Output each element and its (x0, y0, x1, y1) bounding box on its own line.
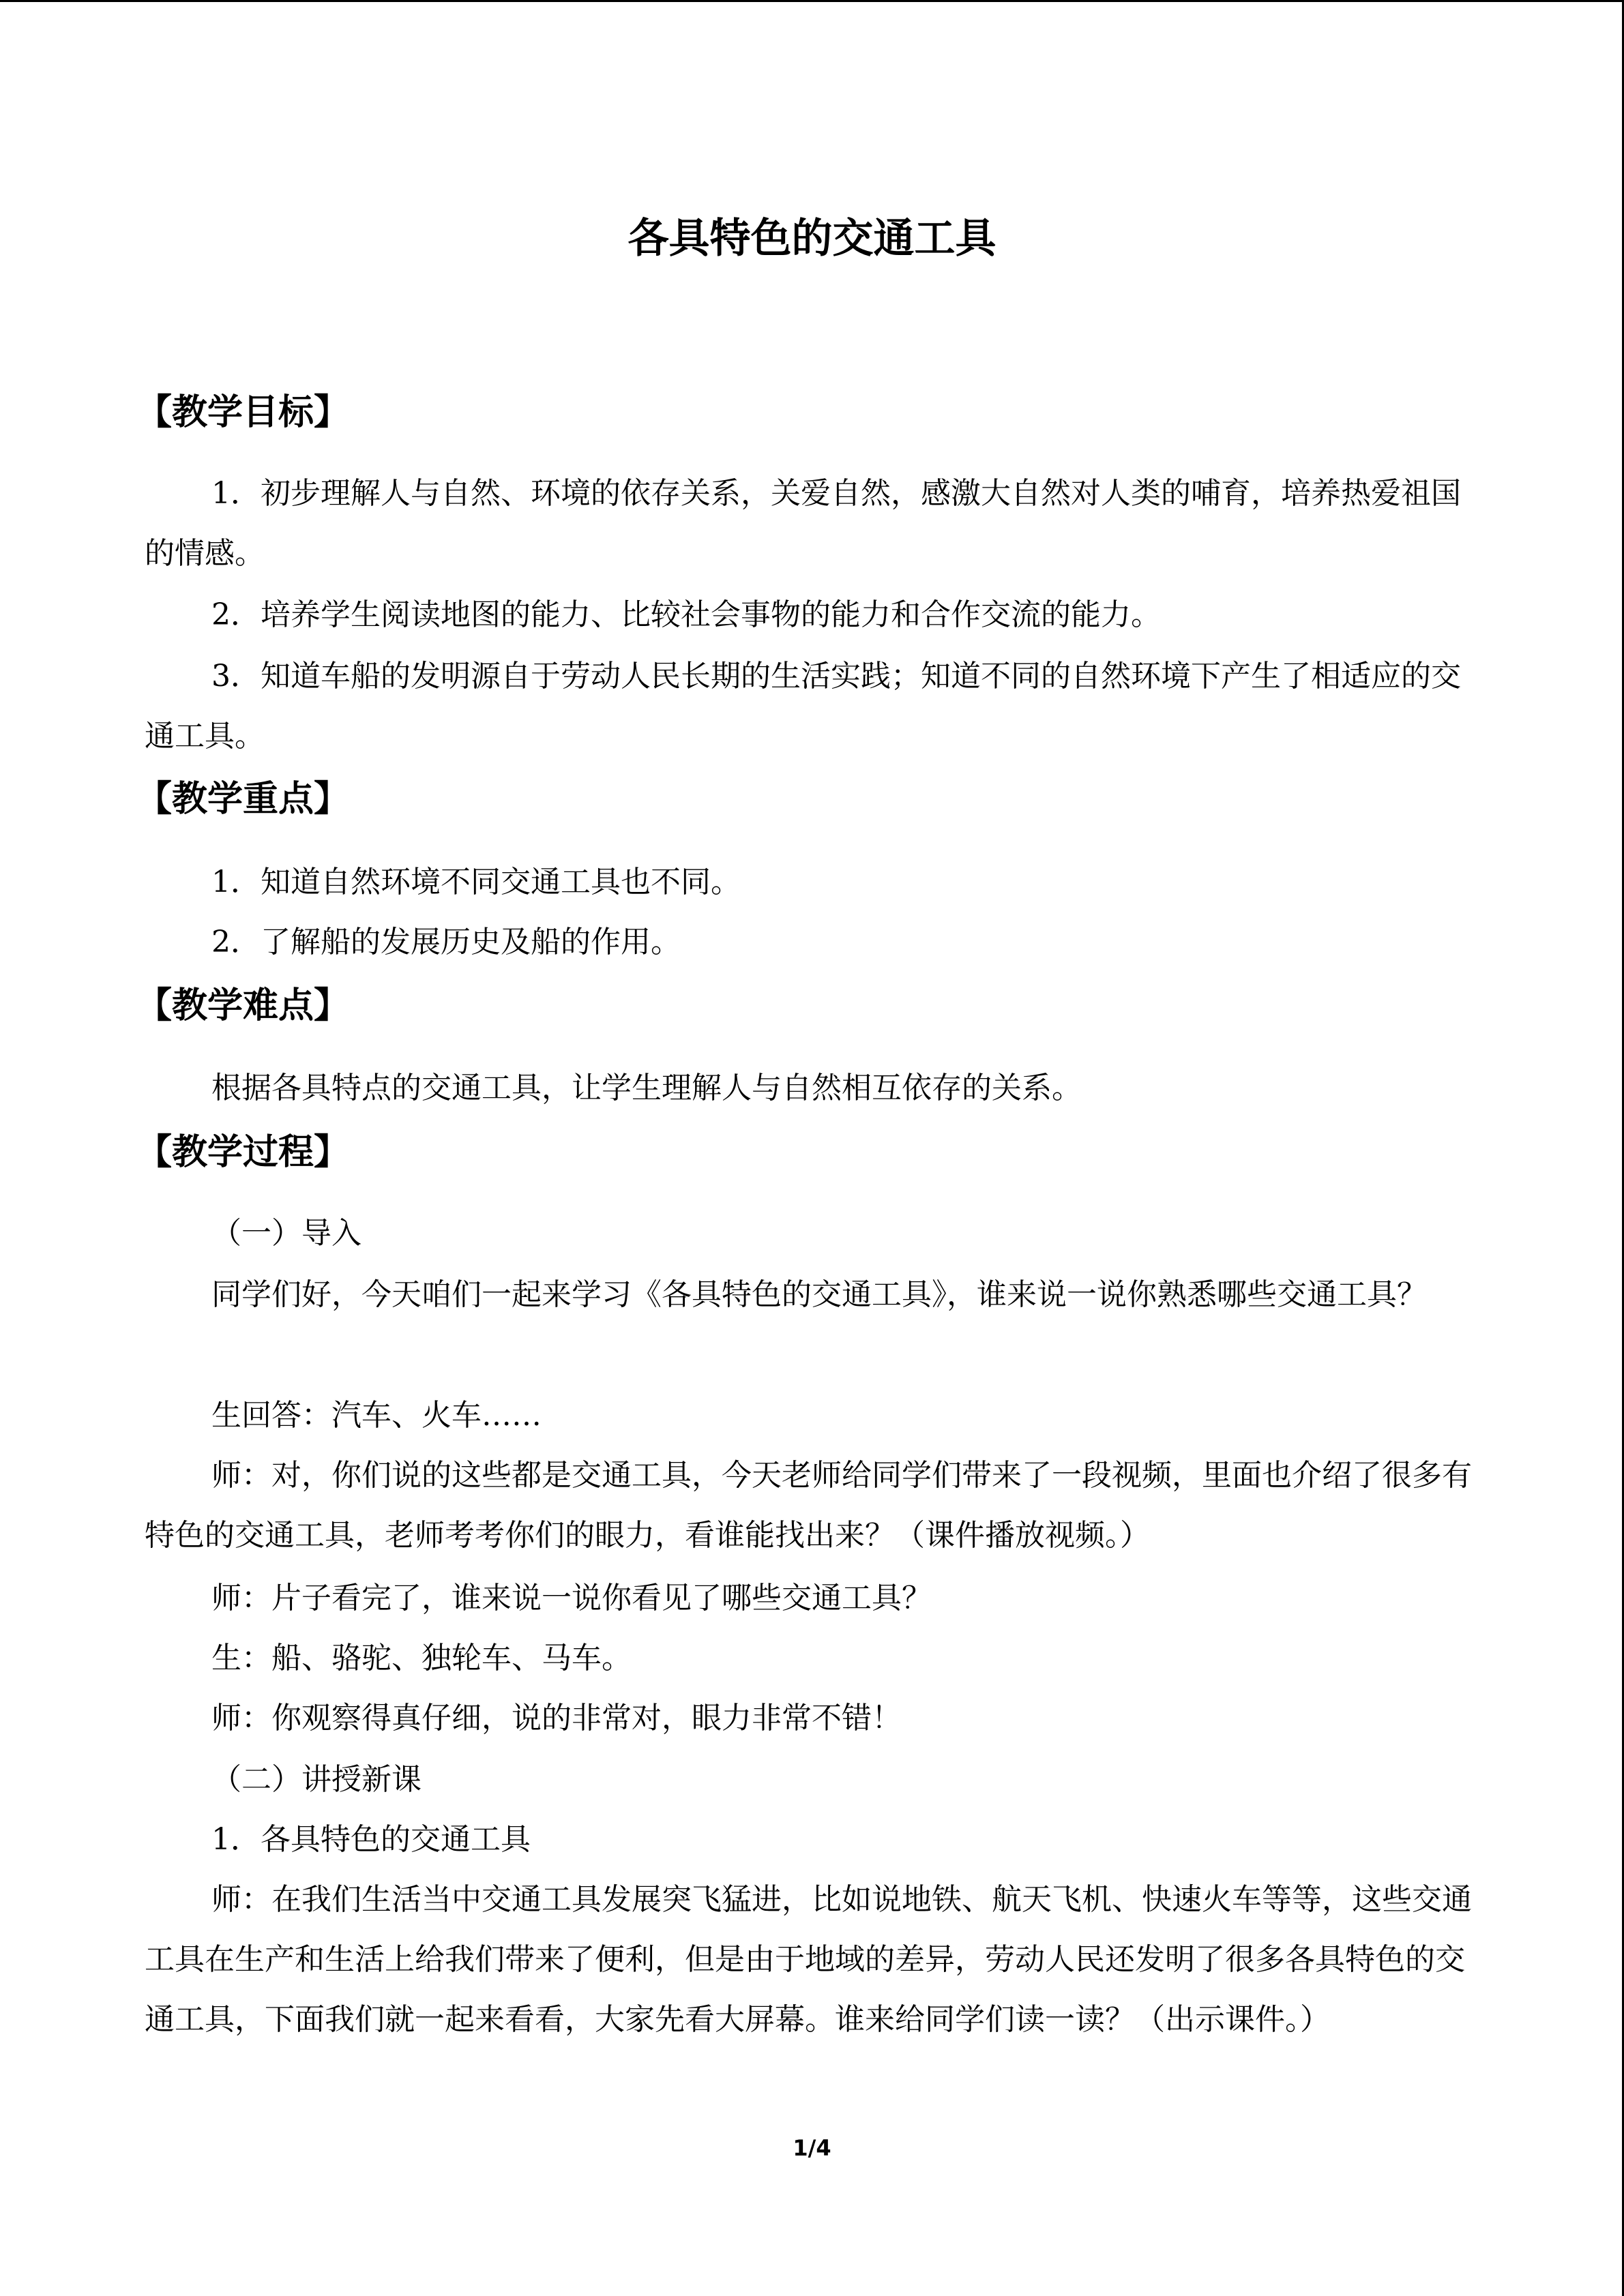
process-paragraph: 师：片子看完了，谁来说一说你看见了哪些交通工具？ (211, 1581, 932, 1615)
goal-item-3: 3．知道车船的发明源自于劳动人民长期的生活实践；知道不同的自然环境下产生了相适应的交通工具。 (145, 659, 1461, 754)
process-subheading-new-lesson: （二）讲授新课 (211, 1762, 422, 1797)
process-paragraph: 同学们好，今天咱们一起来学习《各具特色的交通工具》，谁来说一说你熟悉哪些交通工具？ (211, 1277, 1427, 1312)
difficulty-item-1: 根据各具特点的交通工具，让学生理解人与自然相互依存的关系。 (211, 1071, 1082, 1105)
page-indicator: 1/4 (793, 2135, 831, 2161)
key-point-item-2: 2．了解船的发展历史及船的作用。 (211, 925, 681, 959)
heading-process: 【教学过程】 (136, 1132, 350, 1173)
heading-difficulties: 【教学难点】 (136, 985, 350, 1026)
process-paragraph: 师：你观察得真仔细，说的非常对，眼力非常不错！ (211, 1701, 902, 1735)
process-paragraph: 师：对，你们说的这些都是交通工具，今天老师给同学们带来了一段视频，里面也介绍了很多有特色的交通工具，老师考考你们的眼力，看谁能找出来？（课件播放视频。） (145, 1458, 1472, 1553)
process-paragraph: 生回答：汽车、火车…… (211, 1398, 542, 1433)
process-paragraph: 师：在我们生活当中交通工具发展突飞猛进，比如说地铁、航天飞机、快速火车等等，这些交通工具在生产和生活上给我们带来了便利，但是由于地域的差异，劳动人民还发明了很多各具特色的交通工具，下面我们就一起来看看，大家先看大屏幕。谁来给同学们读一读？（出示课件。） (145, 1882, 1472, 2037)
process-paragraph: 生：船、骆驼、独轮车、马车。 (211, 1641, 632, 1675)
heading-key-points: 【教学重点】 (136, 779, 350, 820)
process-subheading-intro: （一）导入 (211, 1216, 361, 1251)
heading-goals: 【教学目标】 (136, 392, 350, 433)
page-top-border (0, 0, 1624, 2)
goal-item-2: 2．培养学生阅读地图的能力、比较社会事物的能力和合作交流的能力。 (211, 597, 1161, 632)
goal-item-1: 1．初步理解人与自然、环境的依存关系，关爱自然，感激大自然对人类的哺育，培养热爱祖国的情感。 (145, 476, 1461, 571)
document-title: 各具特色的交通工具 (628, 215, 996, 263)
process-subheading-item-1: 1．各具特色的交通工具 (211, 1822, 531, 1857)
key-point-item-1: 1．知道自然环境不同交通工具也不同。 (211, 865, 741, 899)
